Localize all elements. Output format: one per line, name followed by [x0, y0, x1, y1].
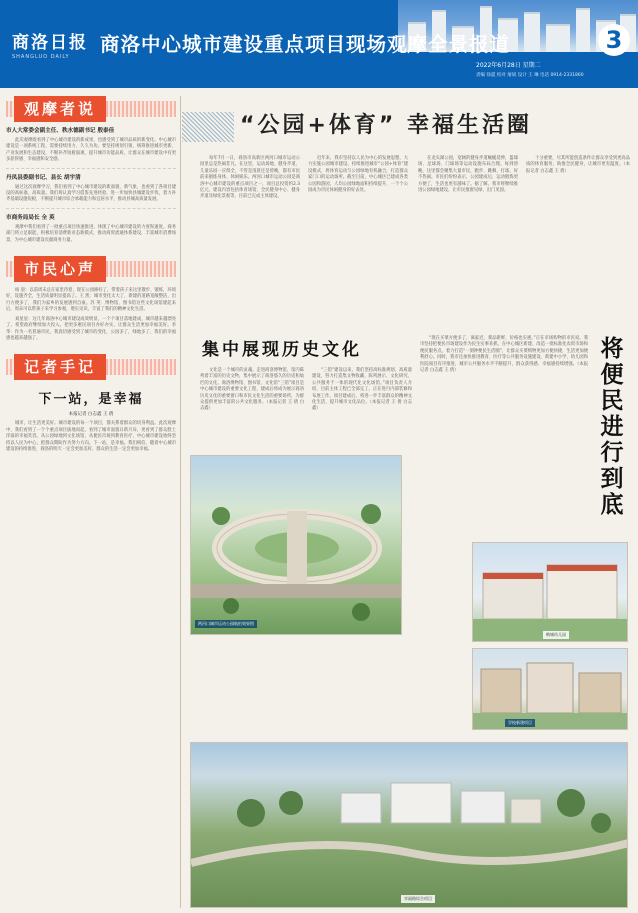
observer-comment — [6, 128, 176, 164]
article-column — [200, 156, 300, 201]
page-number: 3 — [598, 24, 630, 56]
photo-caption: 幸福路综合项目 — [401, 895, 435, 903]
article-column — [526, 156, 630, 175]
divider — [6, 168, 176, 169]
masthead — [0, 0, 638, 88]
article-column — [418, 156, 518, 194]
column-divider — [180, 96, 181, 908]
page-topic-title: 商洛中心城市建设重点项目现场观摩全景报道 — [100, 33, 511, 56]
article-paragraph: 近年来，我市坚持以人民为中心的发展思想，大力实施公园城市建设，持续推进城市“公园+体育”建设模式，将体育运动与公园绿地有机融合，打造群众家门口的运动场所。截至目前，中心城区已建成各类公园和游园，人均公园绿地面积持续提升，一个个公园成为市民休闲健身的好去处。 — [308, 156, 408, 194]
complex-aerial-photo — [190, 742, 628, 908]
section-header-observers — [6, 96, 176, 122]
section-label: 市民心声 — [14, 256, 106, 282]
article-paragraph: 十分重要，尽其所能创造条件让群众享受到更高品质的体育服务，助推全民健身，让城市更有温度。（本报记者 白志鑫 王 倩） — [526, 156, 630, 174]
article-paragraph: “三馆”建设以来，我们坚持高标准规划、高质量建设，努力打造集文物收藏、陈列展示、文化研究、公共服务于一体的现代化文化场馆。”项目负责人介绍，目前主体工程已全部完工，正在进行内部装修和布展工作。项目建成后，将进一步丰富群众的精神文化生活，提升城市文化品位。（本报记者 王 倩 白志鑫） — [312, 368, 412, 412]
section-header-citizens — [6, 256, 176, 282]
photo-caption: 学校新建项目 — [505, 719, 535, 727]
article-paragraph: “现在买菜方便多了，离家近，菜品新鲜，价格也实惠。”正在市场购物的市民说。我市坚持把便民市场建设作为民生实事来抓，在中心城区新建、改造一批标准化农贸市场和便民服务点，着力打造“一刻钟便民生活圈”，让群众买菜购物更加方便快捷，生活更加便利舒心。同时，我市还加快推进教育、医疗等公共服务设施建设，新建中小学、幼儿园和医院项目有序推进，城市公共服务水平不断提升，群众获得感、幸福感持续增强。（本报记者 白志鑫 王 倩） — [420, 336, 588, 374]
citizen-voice-text: 刘星星：这几年商洛中心城市建设成效明显，一个个项目落地建成，城市越来越漂亮了。希望政府继续加大投入，把更多惠民项目办好办实，让群众生活更加幸福美好。李 华：作为一名普通市民，我真切感受到了城市的变化，公园多了，绿地多了，我们的幸福感也越来越强了。 — [6, 316, 176, 341]
main-headline-text: “公园+体育” 幸福生活圈 — [240, 113, 533, 138]
photo-caption: 两河口城市运动公园航拍效果图 — [195, 620, 257, 628]
observer-comment — [6, 215, 176, 244]
section-label: 观摩者说 — [14, 96, 106, 122]
citizen-voice-text: 杨 晨：以前周末总在家里待着，现在公园修好了，带着孩子来这里散步、锻炼，环境好，设施齐全，生活质量明显提高了。王 凯：城市变化太大了，新建的道路宽敞整洁，出行方便多了，我们为家乡的发展感到自豪。苏 英：博物馆、图书馆这些文化场馆建起来后，周末可以带孩子来学习参观，增长见识，丰富了我们的精神文化生活。 — [6, 288, 176, 313]
newspaper-logo-subtitle: SHANGLUO DAILY — [12, 54, 70, 60]
article-paragraph: 在龙头湖公园，宽阔的健身步道蜿蜒延伸，篮球场、足球场、门球场等运动设施布局合理。每到傍晚，这里都会聚集大量市民，跑步、跳舞、打球，好不热闹。市民们纷纷表示，公园建成后，运动锻炼更方便了，生活也更有滋味了。据了解，我市将继续推进公园绿地建设，让市民推窗见绿、出门见园。 — [418, 156, 518, 194]
comment-text: 此次观摩既看到了中心城市建设的新成果，也感受到了城市品质的新变化。中心城市建设是一项系统工程，需要持续用力、久久为功。要坚持规划引领，统筹推进城市更新、产业发展和生态建设，不断补齐短板弱项，提升城市功能品质，让群众在城市建设中有更多获得感、幸福感和安全感。 — [6, 138, 176, 163]
article-column — [312, 368, 412, 413]
citizen-voice — [6, 288, 176, 314]
comment-text: 观摩中我们看到了一批重点项目快速推进，体现了中心城市建设的力度和速度。商务部门将立足职能，积极培育消费新业态新模式，推动商贸流通体系建设，丰富城市消费场景，为中心城市建设贡献商务力量。 — [6, 224, 176, 243]
campus-illustration — [473, 649, 628, 730]
photo-caption: 鹤城幼儿园 — [543, 631, 569, 639]
article-column — [420, 336, 588, 374]
reporter-note-text: 城市，让生活更美好。城市建设的每一个项目，都关系着群众的切身利益。此次观摩中，我们看到了一个个重点项目拔地而起，看到了城市面貌日新月异，更看到了群众脸上洋溢的幸福笑容。从公园绿地到文化场馆，从便民市场到教育医疗，中心城市建设始终坚持以人民为中心，把群众期盼作为努力方向。下一站，是幸福。我们相信，随着中心城市建设的持续推进，商洛的明天一定会更加美好，群众的生活一定会更加幸福。 — [6, 421, 176, 452]
comment-text: 通过这次观摩学习，我们看到了中心城市建设的新面貌、新气象，也看到了各项目建设的高标准、高质量。我们将认真学习借鉴先进经验，进一步加快县城建设步伐，着力补齐基础设施短板，不断提升城市综合承载能力和宜居水平，推动县城高质量发展。 — [6, 184, 176, 203]
section-header-reporter — [6, 354, 176, 380]
reporter-byline: 本报记者 白志鑫 王 倩 — [68, 412, 114, 418]
comment-author: 市商务局局长 全 英 — [6, 214, 55, 221]
article-paragraph: 文化是一个城市的灵魂。走进商洛博物馆，馆内陈列着丰富的历史文物，集中展示了商洛悠久的历史和灿烂的文化。商洛博物馆、图书馆、文化馆“三馆”项目是中心城市建设的重要文化工程，建成后将成为展示商洛历史文化的重要窗口和市民文化生活的重要场所，为群众提供更加丰富的公共文化服务。（本报记者 王 倩 白志鑫） — [200, 368, 304, 412]
newspaper-logo: 商洛日报 — [12, 33, 88, 53]
editor-info: 责编 徐震 校对 屠斌 设计 王 琳 电话 0914-2331860 — [476, 73, 584, 78]
campus-photo — [472, 648, 628, 730]
left-column — [6, 96, 176, 908]
reporter-note-title: 下一站，是幸福 — [38, 392, 144, 408]
article-column — [308, 156, 408, 194]
sub-headline — [202, 335, 362, 360]
park-aerial-photo — [190, 455, 402, 635]
school-illustration — [473, 543, 628, 642]
divider — [6, 208, 176, 209]
article-paragraph: 每年7月一日，商洛市高新区两河口城市运动公园里总是热闹非凡。在这里，运动场地、健身步道、儿童乐园一应俱全，不管是清晨还是傍晚，都有市民前来锻炼身体、休闲娱乐。两河口城市运动公园是商洛中心城市建设的重点项目之一，项目总投资约2.3亿元，建设内容包括体育场馆、全民健身中心、健身步道及绿化景观等，目前已完成主体建设。 — [200, 156, 300, 200]
section-label: 记者手记 — [14, 354, 106, 380]
vertical-headline: 将便民进行到底 — [600, 336, 624, 518]
sub-headline-text: 集中展现历史文化 — [202, 340, 362, 360]
observer-comment — [6, 175, 176, 204]
complex-illustration — [191, 743, 628, 908]
main-headline — [240, 108, 600, 148]
school-photo — [472, 542, 628, 642]
park-illustration — [191, 456, 402, 635]
citizen-voice — [6, 317, 176, 343]
article-column — [200, 368, 304, 413]
comment-author: 市人大常委会副主任、秩水德副书记 殷泰佳 — [6, 128, 115, 134]
issue-date: 2022年6月28日 星期二 — [476, 62, 541, 69]
comment-author: 丹凤县委副书记、县长 胡宇清 — [6, 174, 81, 181]
